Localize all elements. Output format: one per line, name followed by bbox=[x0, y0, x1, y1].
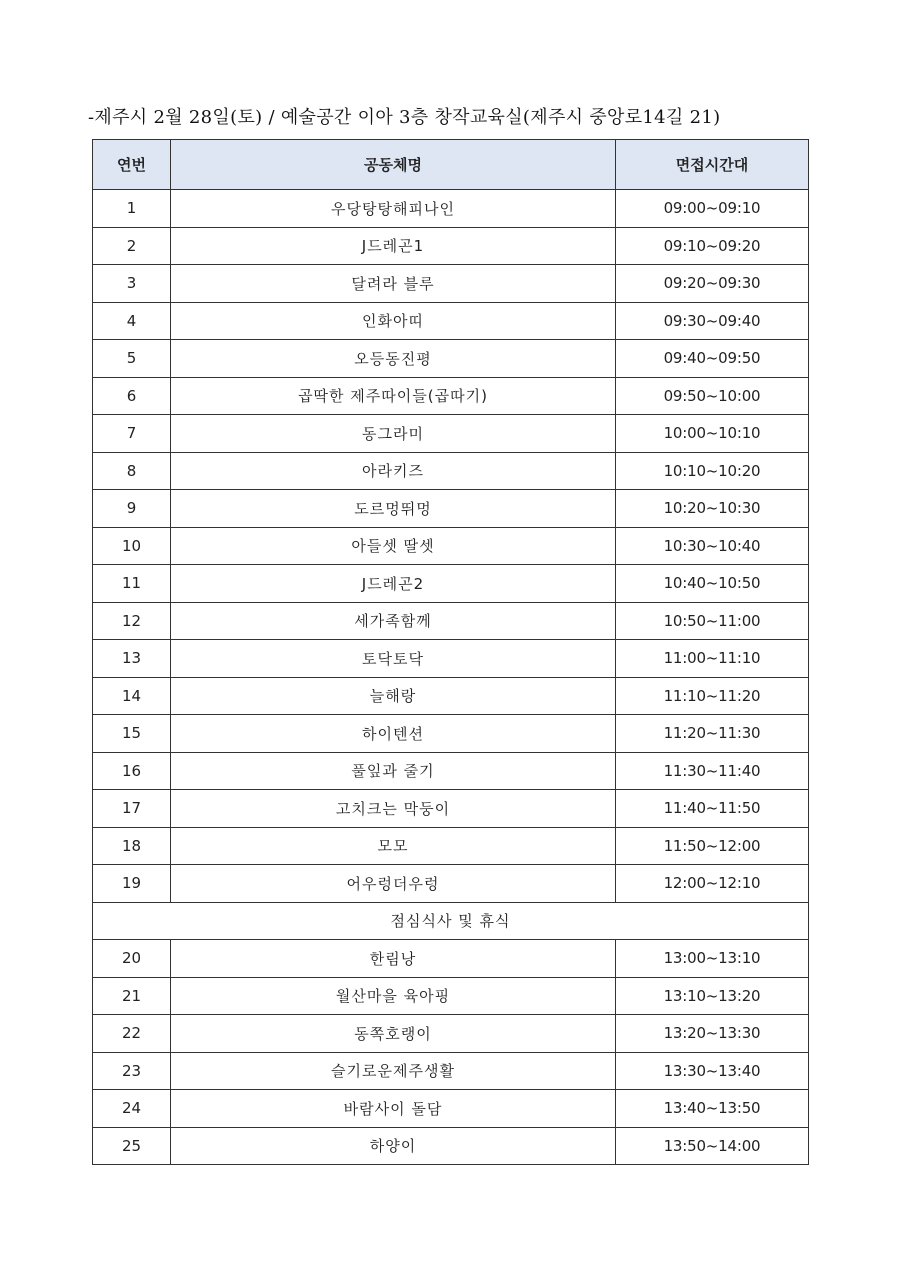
column-header-community-name: 공동체명 bbox=[171, 140, 616, 190]
row-number-cell: 3 bbox=[93, 265, 171, 303]
interview-time-cell: 10:30~10:40 bbox=[616, 527, 809, 565]
row-number-cell: 16 bbox=[93, 752, 171, 790]
community-name-cell: 월산마을 육아핑 bbox=[171, 977, 616, 1015]
interview-time-cell: 10:10~10:20 bbox=[616, 452, 809, 490]
interview-time-cell: 09:20~09:30 bbox=[616, 265, 809, 303]
community-name-cell: 우당탕탕해피나인 bbox=[171, 190, 616, 228]
table-row bbox=[93, 377, 809, 415]
interview-time-cell: 12:00~12:10 bbox=[616, 865, 809, 903]
interview-time-cell: 09:00~09:10 bbox=[616, 190, 809, 228]
community-name-cell: 인화아띠 bbox=[171, 302, 616, 340]
table-row bbox=[93, 790, 809, 828]
table-row bbox=[93, 1127, 809, 1165]
community-name-cell: 세가족함께 bbox=[171, 602, 616, 640]
interview-time-cell: 13:10~13:20 bbox=[616, 977, 809, 1015]
interview-time-cell: 11:40~11:50 bbox=[616, 790, 809, 828]
interview-time-cell: 11:00~11:10 bbox=[616, 640, 809, 678]
interview-time-cell: 13:30~13:40 bbox=[616, 1052, 809, 1090]
row-number-cell: 8 bbox=[93, 452, 171, 490]
interview-time-cell: 13:00~13:10 bbox=[616, 940, 809, 978]
community-name-cell: 슬기로운제주생활 bbox=[171, 1052, 616, 1090]
interview-time-cell: 09:50~10:00 bbox=[616, 377, 809, 415]
row-number-cell: 2 bbox=[93, 227, 171, 265]
interview-time-cell: 11:20~11:30 bbox=[616, 715, 809, 753]
column-header-interview-time: 면접시간대 bbox=[616, 140, 809, 190]
table-row bbox=[93, 265, 809, 303]
interview-time-cell: 10:20~10:30 bbox=[616, 490, 809, 528]
community-name-cell: 아들셋 딸셋 bbox=[171, 527, 616, 565]
community-name-cell: 어우렁더우렁 bbox=[171, 865, 616, 903]
community-name-cell: 토닥토닥 bbox=[171, 640, 616, 678]
lunch-break-label: 점심식사 및 휴식 bbox=[93, 902, 809, 940]
row-number-cell: 14 bbox=[93, 677, 171, 715]
row-number-cell: 7 bbox=[93, 415, 171, 453]
community-name-cell: 동그라미 bbox=[171, 415, 616, 453]
community-name-cell: 하이텐션 bbox=[171, 715, 616, 753]
community-name-cell: 고치크는 막둥이 bbox=[171, 790, 616, 828]
community-name-cell: 풀잎과 줄기 bbox=[171, 752, 616, 790]
table-row bbox=[93, 827, 809, 865]
table-row bbox=[93, 865, 809, 903]
table-row bbox=[93, 452, 809, 490]
table-row bbox=[93, 602, 809, 640]
row-number-cell: 17 bbox=[93, 790, 171, 828]
interview-time-cell: 11:30~11:40 bbox=[616, 752, 809, 790]
interview-time-cell: 10:50~11:00 bbox=[616, 602, 809, 640]
community-name-cell: 아라키즈 bbox=[171, 452, 616, 490]
interview-time-cell: 13:40~13:50 bbox=[616, 1090, 809, 1128]
interview-time-cell: 10:00~10:10 bbox=[616, 415, 809, 453]
table-row bbox=[93, 715, 809, 753]
interview-time-cell: 11:10~11:20 bbox=[616, 677, 809, 715]
row-number-cell: 20 bbox=[93, 940, 171, 978]
community-name-cell: 늘해랑 bbox=[171, 677, 616, 715]
table-row bbox=[93, 940, 809, 978]
lunch-break-row bbox=[93, 902, 809, 940]
community-name-cell: 달려라 블루 bbox=[171, 265, 616, 303]
community-name-cell: 하양이 bbox=[171, 1127, 616, 1165]
row-number-cell: 11 bbox=[93, 565, 171, 603]
table-row bbox=[93, 677, 809, 715]
row-number-cell: 22 bbox=[93, 1015, 171, 1053]
table-header-row bbox=[93, 140, 809, 190]
row-number-cell: 6 bbox=[93, 377, 171, 415]
table-row bbox=[93, 1015, 809, 1053]
table-row bbox=[93, 490, 809, 528]
row-number-cell: 21 bbox=[93, 977, 171, 1015]
community-name-cell: 도르멍뛰멍 bbox=[171, 490, 616, 528]
table-row bbox=[93, 977, 809, 1015]
table-row bbox=[93, 302, 809, 340]
row-number-cell: 23 bbox=[93, 1052, 171, 1090]
column-header-number: 연번 bbox=[93, 140, 171, 190]
table-row bbox=[93, 752, 809, 790]
table-row bbox=[93, 190, 809, 228]
interview-time-cell: 09:10~09:20 bbox=[616, 227, 809, 265]
table-row bbox=[93, 527, 809, 565]
document-heading: -제주시 2월 28일(토) / 예술공간 이아 3층 창작교육실(제주시 중앙로14길 21) bbox=[88, 107, 721, 128]
row-number-cell: 18 bbox=[93, 827, 171, 865]
interview-time-cell: 09:30~09:40 bbox=[616, 302, 809, 340]
community-name-cell: 오등동진평 bbox=[171, 340, 616, 378]
row-number-cell: 4 bbox=[93, 302, 171, 340]
row-number-cell: 13 bbox=[93, 640, 171, 678]
row-number-cell: 15 bbox=[93, 715, 171, 753]
interview-time-cell: 11:50~12:00 bbox=[616, 827, 809, 865]
community-name-cell: 바람사이 돌담 bbox=[171, 1090, 616, 1128]
community-name-cell: 곱딱한 제주따이들(곱따기) bbox=[171, 377, 616, 415]
table-row bbox=[93, 340, 809, 378]
row-number-cell: 24 bbox=[93, 1090, 171, 1128]
interview-time-cell: 13:20~13:30 bbox=[616, 1015, 809, 1053]
table-row bbox=[93, 1090, 809, 1128]
interview-time-cell: 10:40~10:50 bbox=[616, 565, 809, 603]
table-row bbox=[93, 565, 809, 603]
table-row bbox=[93, 227, 809, 265]
interview-schedule-table bbox=[92, 139, 809, 1165]
row-number-cell: 1 bbox=[93, 190, 171, 228]
interview-time-cell: 13:50~14:00 bbox=[616, 1127, 809, 1165]
table-row bbox=[93, 640, 809, 678]
community-name-cell: 모모 bbox=[171, 827, 616, 865]
row-number-cell: 19 bbox=[93, 865, 171, 903]
table-row bbox=[93, 1052, 809, 1090]
row-number-cell: 9 bbox=[93, 490, 171, 528]
row-number-cell: 25 bbox=[93, 1127, 171, 1165]
row-number-cell: 10 bbox=[93, 527, 171, 565]
community-name-cell: J드레곤2 bbox=[171, 565, 616, 603]
row-number-cell: 5 bbox=[93, 340, 171, 378]
community-name-cell: 동쪽호랭이 bbox=[171, 1015, 616, 1053]
interview-time-cell: 09:40~09:50 bbox=[616, 340, 809, 378]
community-name-cell: 한림낭 bbox=[171, 940, 616, 978]
row-number-cell: 12 bbox=[93, 602, 171, 640]
table-row bbox=[93, 415, 809, 453]
community-name-cell: J드레곤1 bbox=[171, 227, 616, 265]
